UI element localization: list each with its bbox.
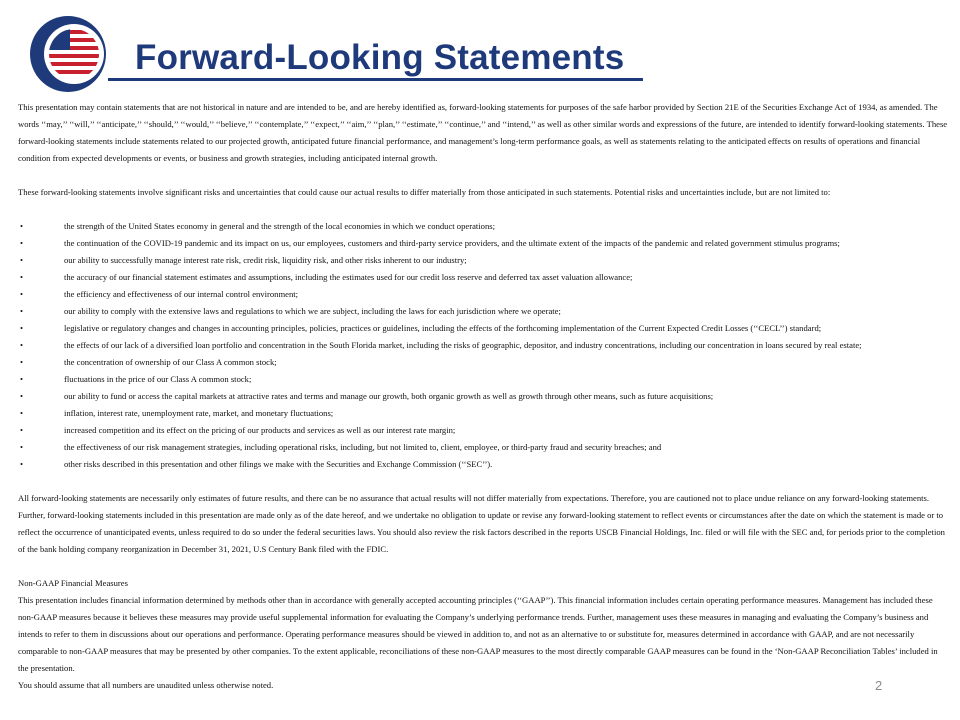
risk-item-text: other risks described in this presentation and other filings we make with the Securities and Exchange Commission (‘‘SEC’’). xyxy=(64,459,493,469)
risk-item xyxy=(18,320,948,337)
risk-item-text: our ability to comply with the extensive laws and regulations to which we are subject, including the laws for each jurisdiction where we operate; xyxy=(64,306,561,316)
bullet-icon: • xyxy=(20,408,24,418)
risk-item xyxy=(18,218,948,235)
page-title: Forward-Looking Statements xyxy=(135,38,625,77)
risk-item xyxy=(18,405,948,422)
risk-item xyxy=(18,235,948,252)
paragraph-spacer xyxy=(18,473,948,490)
paragraph-spacer xyxy=(18,201,948,218)
bullet-icon: • xyxy=(20,221,24,231)
risk-item-text: the efficiency and effectiveness of our internal control environment; xyxy=(64,289,299,299)
risk-item xyxy=(18,456,948,473)
risk-item-text: increased competition and its effect on the pricing of our products and services as well as our interest rate margin; xyxy=(64,425,456,435)
intro-paragraph: This presentation may contain statements that are not historical in nature and are intended to be, and are hereby identified as, forward-looking statements for purposes of the safe harbor provided by Section 21E of the Securities Exchange Act of 1934, as amended. The words ‘‘may,’’ ‘‘will,’’ ‘‘anticipate,’’ ‘‘should,’’ ‘‘would,’’ ‘‘believe,’’ ‘‘contemplate,’’ ‘‘expect,’’ ‘‘aim,’’ ‘‘plan,’’ ‘‘estimate,’’ ‘‘continue,’’ and ‘‘intend,’’ as well as other similar words and expressions of the future, are intended to identify forward-looking statements. These forward-looking statements include statements related to our projected growth, anticipated future financial performance, and management’s long-term performance goals, as well as statements relating to the anticipated effects on results of operations and financial condition from expected developments or events, or business and growth strategies, including anticipated internal growth. xyxy=(18,102,948,163)
page-number: 2 xyxy=(875,678,883,693)
risk-item xyxy=(18,269,948,286)
risk-item xyxy=(18,422,948,439)
bullet-icon: • xyxy=(20,442,24,452)
risk-item-text: the strength of the United States economy in general and the strength of the local economies in which we conduct operations; xyxy=(64,221,495,231)
risk-item xyxy=(18,303,948,320)
bullet-icon: • xyxy=(20,374,24,384)
risk-item xyxy=(18,252,948,269)
risk-item-text: fluctuations in the price of our Class A common stock; xyxy=(64,374,252,384)
risk-item-text: our ability to fund or access the capital markets at attractive rates and terms and manage our growth, both organic growth as well as growth through other means, such as future acquisitions; xyxy=(64,391,714,401)
risk-item-text: inflation, interest rate, unemployment rate, market, and monetary fluctuations; xyxy=(64,408,334,418)
bullet-icon: • xyxy=(20,391,24,401)
disclaimer-body xyxy=(18,99,948,694)
bullet-icon: • xyxy=(20,323,24,333)
bullet-icon: • xyxy=(20,459,24,469)
risk-item-text: the continuation of the COVID-19 pandemic and its impact on us, our employees, customers and third-party service providers, and the ultimate extent of the impacts of the pandemic and related government stimulus programs; xyxy=(64,238,840,248)
closing-paragraph: All forward-looking statements are necessarily only estimates of future results, and there can be no assurance that actual results will not differ materially from expectations. Therefore, you are cautioned not to place undue reliance on any forward-looking statements. Further, forward-looking statements included in this presentation are made only as of the date hereof, and we undertake no obligation to update or revise any forward-looking statement to reflect events or circumstances after the date on which the statement is made or to reflect the occurrence of unanticipated events, unless required to do so under the federal securities laws. You should also review the risk factors described in the reports USCB Financial Holdings, Inc. filed or will file with the SEC and, for periods prior to the completion of the bank holding company reorganization in December 31, 2021, U.S Century Bank filed with the FDIC. xyxy=(18,493,945,554)
risk-item xyxy=(18,439,948,456)
risk-item xyxy=(18,286,948,303)
risk-item xyxy=(18,371,948,388)
risk-item-text: the accuracy of our financial statement estimates and assumptions, including the estimates used for our credit loss reserve and deferred tax asset valuation allowance; xyxy=(64,272,633,282)
non-gaap-heading: Non-GAAP Financial Measures xyxy=(18,578,128,588)
non-gaap-paragraph: This presentation includes financial information determined by methods other than in accordance with generally accepted accounting principles (‘‘GAAP’’). This financial information includes certain operating performance measures. Management has included these non-GAAP measures because it believes these measures may provide useful supplemental information for evaluating the Company’s underlying performance trends. Further, management uses these measures in managing and evaluating the Company’s business and intends to refer to them in discussions about our operations and performance. Operating performance measures should be viewed in addition to, and not as an alternative to or substitute for, measures determined in accordance with GAAP, and are not necessarily comparable to non-GAAP measures that may be presented by other companies. To the extent applicable, reconciliations of these non-GAAP measures to the most directly comparable GAAP measures can be found in the ‘Non-GAAP Reconciliation Tables’ included in the presentation. xyxy=(18,595,938,673)
bullet-icon: • xyxy=(20,425,24,435)
bullet-icon: • xyxy=(20,357,24,367)
risk-item-text: the effects of our lack of a diversified loan portfolio and concentration in the South Florida market, including the risks of geographic, depositor, and industry concentrations, including our concentration in loans secured by real estate; xyxy=(64,340,862,350)
bullet-icon: • xyxy=(20,238,24,248)
risk-factor-list xyxy=(18,218,948,473)
risks-intro-paragraph: These forward-looking statements involve significant risks and uncertainties that could cause our actual results to differ materially from those anticipated in such statements. Potential risks and uncertainties include, but are not limited to: xyxy=(18,187,831,197)
title-underline xyxy=(108,78,643,81)
risk-item-text: the effectiveness of our risk management strategies, including operational risks, including, but not limited to, client, employee, or third-party fraud and security breaches; and xyxy=(64,442,662,452)
bullet-icon: • xyxy=(20,289,24,299)
company-logo xyxy=(28,14,108,94)
paragraph-spacer xyxy=(18,558,948,575)
risk-item-text: our ability to successfully manage interest rate risk, credit risk, liquidity risk, and other risks inherent to our industry; xyxy=(64,255,467,265)
bullet-icon: • xyxy=(20,340,24,350)
unaudited-note: You should assume that all numbers are unaudited unless otherwise noted. xyxy=(18,680,274,690)
risk-item xyxy=(18,337,948,354)
bullet-icon: • xyxy=(20,306,24,316)
risk-item-text: legislative or regulatory changes and changes in accounting principles, policies, practices or guidelines, including the effects of the forthcoming implementation of the Current Expected Credit Losses (‘‘CECL’’) standard; xyxy=(64,323,822,333)
risk-item xyxy=(18,354,948,371)
paragraph-spacer xyxy=(18,167,948,184)
bullet-icon: • xyxy=(20,272,24,282)
bullet-icon: • xyxy=(20,255,24,265)
risk-item-text: the concentration of ownership of our Class A common stock; xyxy=(64,357,277,367)
risk-item xyxy=(18,388,948,405)
